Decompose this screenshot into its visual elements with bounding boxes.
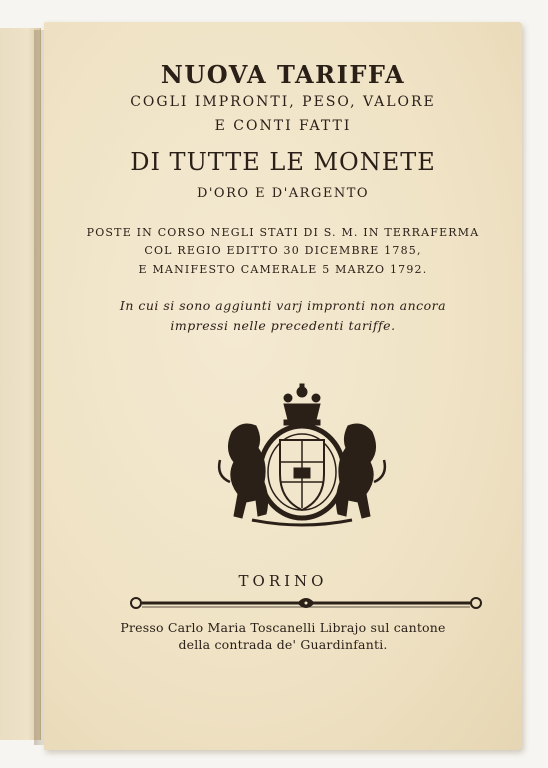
title-page <box>44 22 522 750</box>
title-line-4: DI TUTTE LE MONETE <box>130 148 436 176</box>
imprint-line-1: Presso Carlo Maria Toscanelli Librajo sul cantone <box>120 620 446 635</box>
imprint-place: TORINO <box>238 572 328 590</box>
edict-line-3: E MANIFESTO CAMERALE 5 MARZO 1792. <box>138 263 428 276</box>
note-line-2: impressi nelle precedenti tariffe. <box>170 318 396 333</box>
title-line-3: E CONTI FATTI <box>214 118 352 134</box>
coat-of-arms-icon <box>212 382 392 532</box>
title-line-5: D'ORO E D'ARGENTO <box>196 186 370 201</box>
note-line-1: In cui si sono aggiunti varj impronti non ancora <box>119 298 447 313</box>
ornamental-rule-icon <box>128 594 484 612</box>
edict-line-2: COL REGIO EDITTO 30 DICEMBRE 1785, <box>144 244 422 257</box>
title-line-2: COGLI IMPRONTI, PESO, VALORE <box>130 94 436 110</box>
imprint-line-2: della contrada de' Guardinfanti. <box>178 637 388 652</box>
edict-line-1: POSTE IN CORSO NEGLI STATI DI S. M. IN TERRAFERMA <box>86 226 480 239</box>
title-line-1: NUOVA TARIFFA <box>160 60 406 89</box>
